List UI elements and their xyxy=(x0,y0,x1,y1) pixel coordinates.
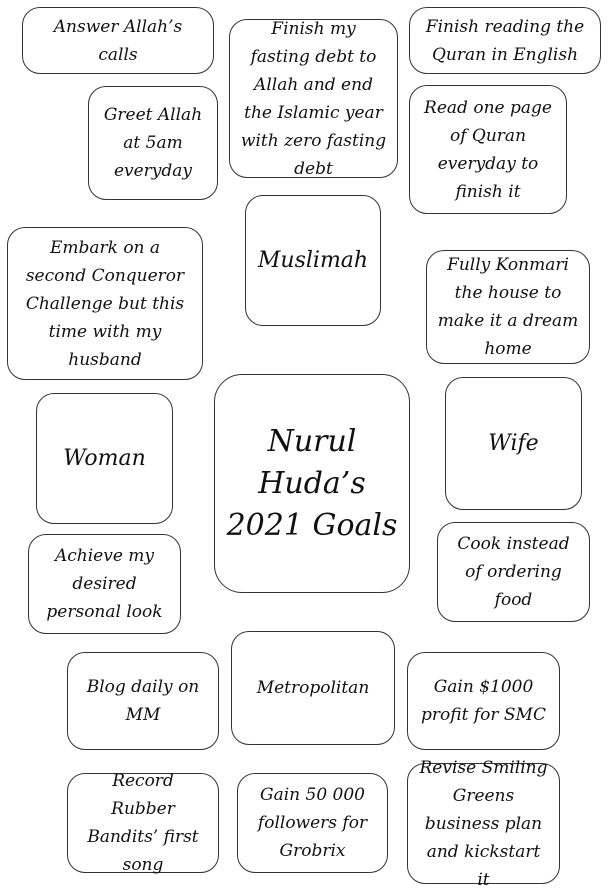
goal-grobrix xyxy=(237,773,388,873)
category-metropolitan-label: Metropolitan xyxy=(256,678,370,698)
goal-quran-page xyxy=(409,85,567,214)
goal-answer-allah-text: Answer Allah’s calls xyxy=(53,16,183,65)
goal-conqueror xyxy=(7,227,203,380)
goal-greet-allah-text: Greet Allah at 5am everyday xyxy=(103,105,203,181)
goal-smc-profit-text: Gain $1000 profit for SMC xyxy=(421,677,546,725)
goal-answer-allah xyxy=(22,7,214,74)
category-woman-label: Woman xyxy=(63,445,146,471)
goal-fasting-debt-text: Finish my fasting debt to Allah and end the Islamic year with zero fasting debt xyxy=(240,18,387,179)
goal-smiling-greens xyxy=(407,757,560,890)
center-title xyxy=(214,374,410,593)
goal-greet-allah xyxy=(88,86,218,200)
goal-konmari xyxy=(426,250,590,364)
category-muslimah-label: Muslimah xyxy=(257,247,369,273)
category-wife-label: Wife xyxy=(488,430,539,456)
category-wife xyxy=(445,377,582,510)
goal-cook xyxy=(437,522,590,622)
goal-personal-look-text: Achieve my desired personal look xyxy=(46,546,163,622)
goal-konmari-text: Fully Konmari the house to make it a dream home xyxy=(437,255,579,359)
goal-blog xyxy=(67,652,219,750)
category-woman xyxy=(36,393,173,524)
goal-cook-text: Cook instead of ordering food xyxy=(457,534,570,610)
category-metropolitan xyxy=(231,631,395,745)
center-title-text: Nurul Huda’s 2021 Goals xyxy=(226,423,398,543)
goal-blog-text: Blog daily on MM xyxy=(86,677,200,725)
goal-smc-profit xyxy=(407,652,560,750)
goal-personal-look xyxy=(28,534,181,634)
goal-grobrix-text: Gain 50 000 followers for Grobrix xyxy=(257,785,368,861)
goal-quran-english xyxy=(409,7,601,74)
goal-rubber-bandits-text: Record Rubber Bandits’ first song xyxy=(87,771,199,875)
goal-rubber-bandits xyxy=(67,773,219,873)
goal-quran-page-text: Read one page of Quran everyday to finish it xyxy=(424,97,552,202)
category-muslimah xyxy=(245,195,381,326)
goal-fasting-debt xyxy=(229,19,398,178)
goal-conqueror-text: Embark on a second Conqueror Challenge but this time with my husband xyxy=(25,237,185,370)
goal-smiling-greens-text: Revise Smiling Greens business plan and kickstart it xyxy=(419,757,548,890)
goal-quran-english-text: Finish reading the Quran in English xyxy=(425,16,585,65)
